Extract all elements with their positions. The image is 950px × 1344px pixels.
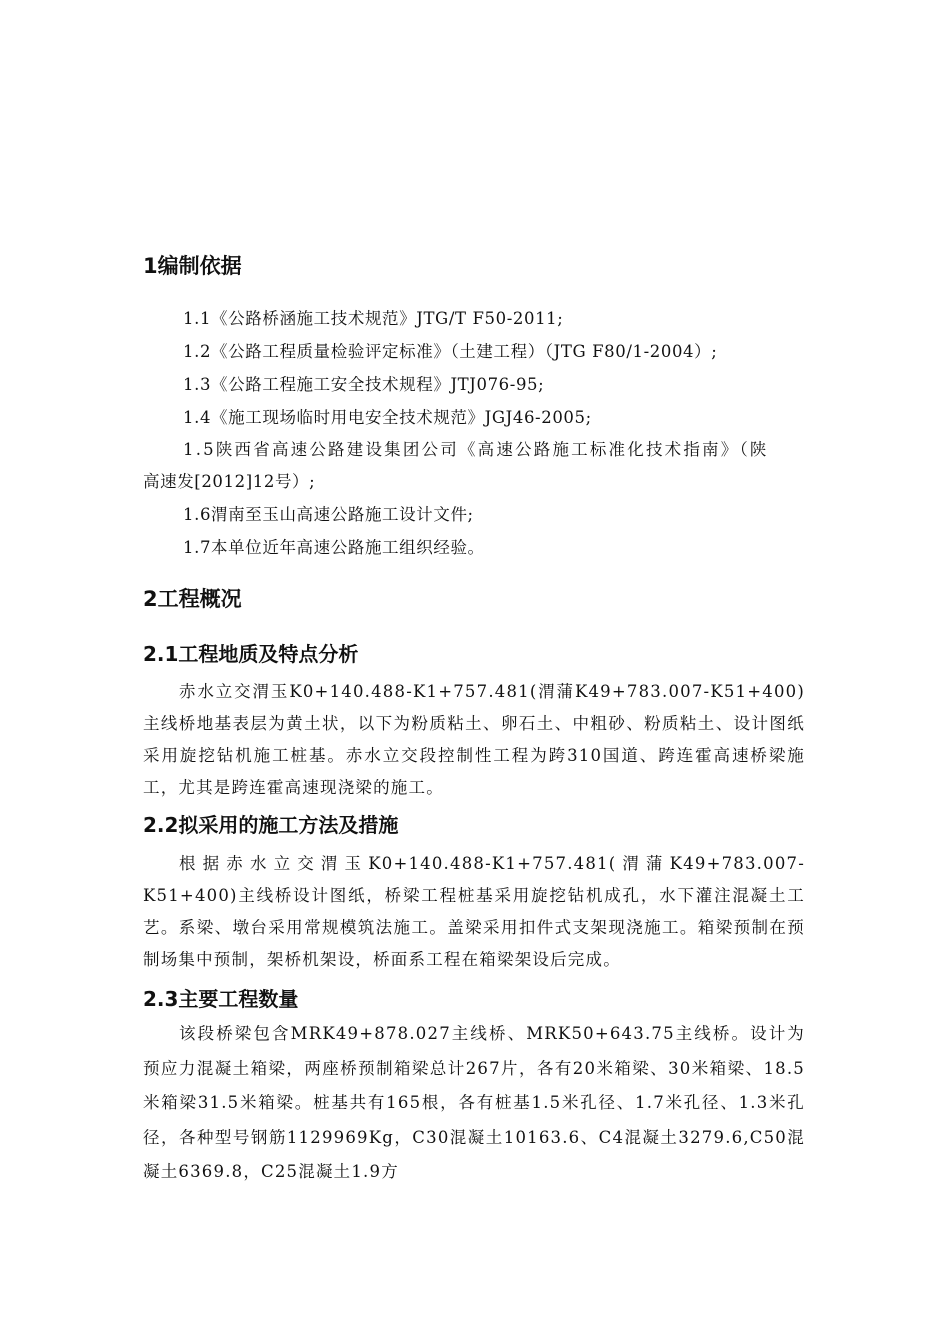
reference-item: 1.5陕西省高速公路建设集团公司《高速公路施工标准化技术指南》（陕 [183, 440, 769, 459]
reference-item-continuation: 高速发[2012]12号）; [143, 472, 316, 491]
reference-item: 1.4《施工现场临时用电安全技术规范》JGJ46-2005; [183, 408, 592, 427]
section-1-heading: 1编制依据 [143, 254, 242, 278]
reference-item: 1.3《公路工程施工安全技术规程》JTJ076-95; [183, 375, 545, 394]
subsection-2-2-heading: 2.2拟采用的施工方法及措施 [143, 813, 399, 837]
section-2-heading: 2工程概况 [143, 587, 242, 611]
reference-item: 1.2《公路工程质量检验评定标准》（土建工程）（JTG F80/1-2004）; [183, 342, 718, 361]
subsection-2-1-heading: 2.1工程地质及特点分析 [143, 642, 359, 666]
subsection-2-3-text: 该段桥梁包含MRK49+878.027主线桥、MRK50+643.75主线桥。设计为预应力混凝土箱梁，两座桥预制箱梁总计267片，各有20米箱梁、30米箱梁、18.5米箱梁31.5米箱梁。桩基共有165根，各有桩基1.5米孔径、1.7米孔径、1.3米孔径，各种型号钢筋1129969Kg，C30混凝土10163.6、C4混凝土3279.6,C50混凝土6369.8，C25混凝土1.9方 [143, 1024, 805, 1181]
subsection-2-2-text: 根据赤水立交渭玉K0+140.488-K1+757.481(渭蒲K49+783.007-K51+400)主线桥设计图纸，桥梁工程桩基采用旋挖钻机成孔，水下灌注混凝土工艺。系梁、墩台采用常规模筑法施工。盖梁采用扣件式支架现浇施工。箱梁预制在预制场集中预制，架桥机架设，桥面系工程在箱梁架设后完成。 [143, 854, 805, 969]
reference-item: 1.1《公路桥涵施工技术规范》JTG/T F50-2011; [183, 309, 564, 328]
reference-item: 1.7本单位近年高速公路施工组织经验。 [183, 538, 485, 557]
subsection-2-1-text: 赤水立交渭玉K0+140.488-K1+757.481(渭蒲K49+783.007-K51+400)主线桥地基表层为黄土状，以下为粉质粘土、卵石土、中粗砂、粉质粘土、设计图纸采用旋挖钻机施工桩基。赤水立交段控制性工程为跨310国道、跨连霍高速桥梁施工，尤其是跨连霍高速现浇梁的施工。 [143, 682, 805, 797]
reference-item: 1.6渭南至玉山高速公路施工设计文件; [183, 505, 474, 524]
subsection-2-3-heading: 2.3主要工程数量 [143, 987, 299, 1011]
